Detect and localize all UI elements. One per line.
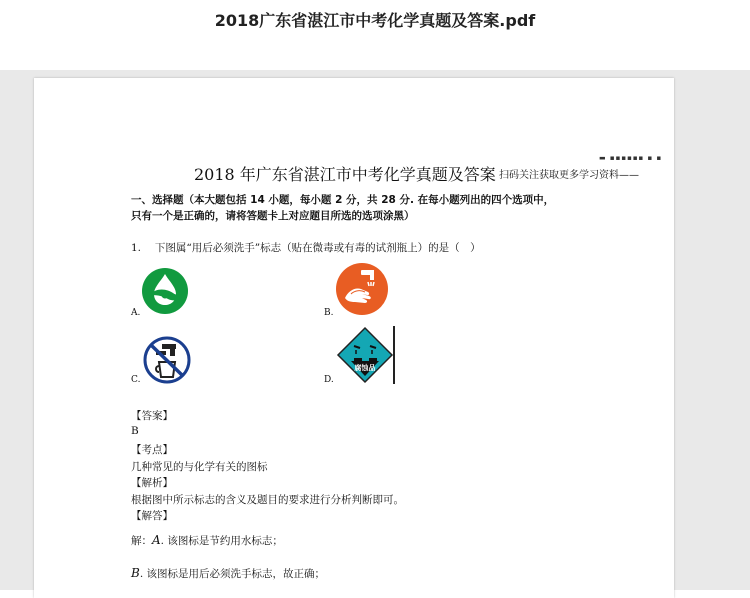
question-1: 1. 下图属“用后必须洗手”标志（贴在微毒或有毒的试剂瓶上）的是（ ） bbox=[131, 242, 481, 254]
kaodian-header: 【考点】 bbox=[131, 444, 173, 456]
corrosive-icon bbox=[334, 324, 396, 386]
watermark-top: ▬ ▪▪▪▪▪▪ ▪ ▪ bbox=[599, 154, 663, 162]
section-heading-line1: 一、选择题（本大题包括 14 小题，每小题 2 分，共 28 分. 在每小题列出的四个选项中， bbox=[131, 194, 555, 206]
kaodian-text: 几种常见的与化学有关的图标 bbox=[131, 461, 268, 473]
solution-prefix: 解： bbox=[131, 535, 152, 547]
option-b-label: B. bbox=[324, 308, 334, 318]
option-a-label: A. bbox=[131, 308, 141, 318]
option-c-label: C. bbox=[131, 375, 141, 385]
jiexi-text: 根据图中所示标志的含义及题目的要求进行分析判断即可。 bbox=[131, 494, 404, 506]
watermark-right: 扫码关注获取更多学习资料—— bbox=[499, 170, 639, 181]
jiexi-header: 【解析】 bbox=[131, 477, 173, 489]
solution-b-var: B bbox=[131, 566, 140, 580]
answer-header: 【答案】 bbox=[131, 410, 173, 422]
top-bar bbox=[0, 0, 750, 70]
save-water-icon bbox=[141, 267, 189, 315]
wash-hands-icon bbox=[335, 262, 389, 316]
solution-b-text: . 该图标是用后必须洗手标志，故正确； bbox=[139, 568, 326, 580]
solution-b bbox=[131, 566, 325, 581]
section-heading-line2: 只有一个是正确的，请将答题卡上对应题目所选的选项涂黑） bbox=[131, 210, 415, 222]
answer-value: B bbox=[131, 425, 139, 437]
option-d-label: D. bbox=[324, 375, 334, 385]
solution-a-text: . 该图标是节约用水标志； bbox=[160, 535, 283, 547]
pdf-page bbox=[34, 78, 674, 598]
no-drinking-water-icon bbox=[142, 335, 192, 385]
pdf-viewer[interactable] bbox=[0, 70, 750, 590]
solution-a bbox=[131, 533, 283, 548]
corrosive-sign-text: 腐蚀品 bbox=[354, 364, 376, 372]
jieda-header: 【解答】 bbox=[131, 510, 173, 522]
document-title: 2018 年广东省湛江市中考化学真题及答案 bbox=[194, 165, 496, 184]
solution-a-var: A bbox=[152, 533, 161, 547]
file-title: 2018广东省湛江市中考化学真题及答案.pdf bbox=[214, 11, 536, 30]
